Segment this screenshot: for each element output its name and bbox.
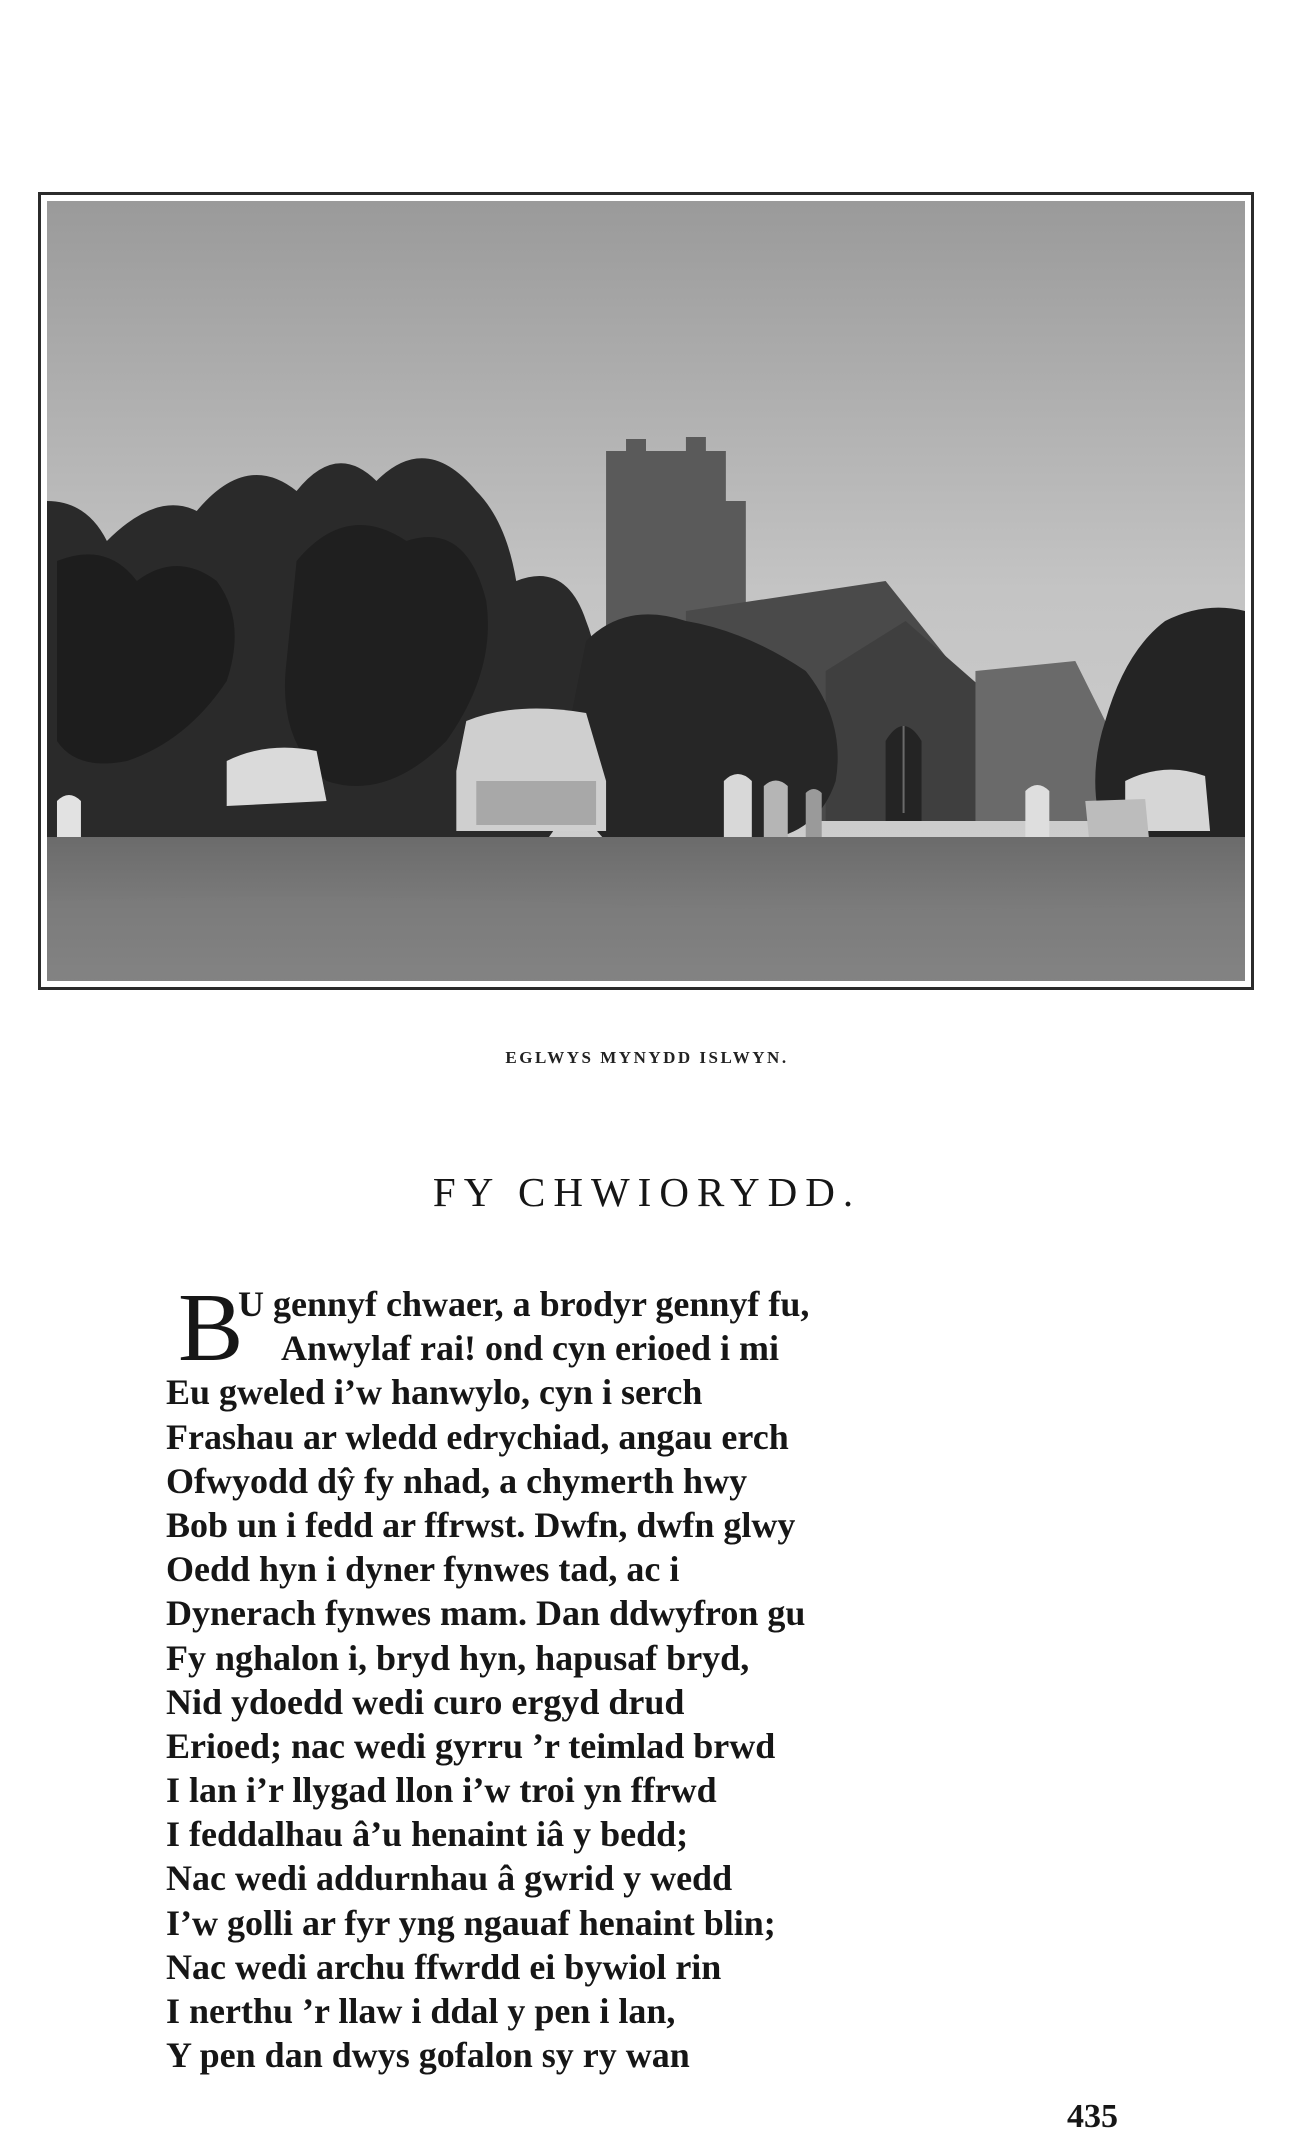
poem-body — [166, 1274, 1226, 2077]
figure-caption: EGLWYS MYNYDD ISLWYN. — [505, 1048, 789, 1067]
poem-line: U gennyf chwaer, a brodyr gennyf fu, — [238, 1284, 810, 1324]
poem-line: Anwylaf rai! ond cyn erioed i mi — [281, 1328, 779, 1369]
poem-line: Bob un i fedd ar ffrwst. Dwfn, dwfn glwy — [166, 1504, 796, 1545]
poem-line: Nac wedi addurnhau â gwrid y wedd — [166, 1858, 733, 1899]
poem-line: Nac wedi archu ffwrdd ei bywiol rin — [166, 1946, 722, 1987]
poem-line: Ofwyodd dŷ fy nhad, a chymerth hwy — [166, 1460, 748, 1501]
poem-line: I feddalhau â’u henaint iâ y bedd; — [166, 1814, 689, 1855]
poem-line: Oedd hyn i dyner fynwes tad, ac i — [166, 1549, 680, 1590]
poem-line: I lan i’r llygad llon i’w troi yn ffrwd — [166, 1770, 717, 1811]
poem-line: Y pen dan dwys gofalon sy ry wan — [166, 2035, 690, 2076]
poem-line: I nerthu ’r llaw i ddal y pen i lan, — [166, 1991, 676, 2032]
churchyard-photograph-icon — [47, 201, 1245, 981]
poem-line: Dynerach fynwes mam. Dan ddwyfron gu — [166, 1593, 806, 1634]
poem-opening — [166, 1274, 1226, 1382]
poem-line: Frashau ar wledd edrychiad, angau erch — [166, 1416, 789, 1457]
poem-title: FY CHWIORYDD. — [432, 1169, 862, 1215]
poem-line: Fy nghalon i, bryd hyn, hapusaf bryd, — [166, 1637, 750, 1678]
poem-line: Eu gweled i’w hanwylo, cyn i serch — [166, 1372, 703, 1413]
poem-line: Erioed; nac wedi gyrru ’r teimlad brwd — [166, 1725, 776, 1766]
poem-line: I’w golli ar fyr yng ngauaf henaint blin; — [166, 1902, 776, 1943]
church-photograph — [38, 192, 1254, 990]
drop-cap: B — [178, 1274, 244, 1382]
poem-line: Nid ydoedd wedi curo ergyd drud — [166, 1681, 685, 1722]
page-number: 435 — [1067, 2098, 1118, 2135]
